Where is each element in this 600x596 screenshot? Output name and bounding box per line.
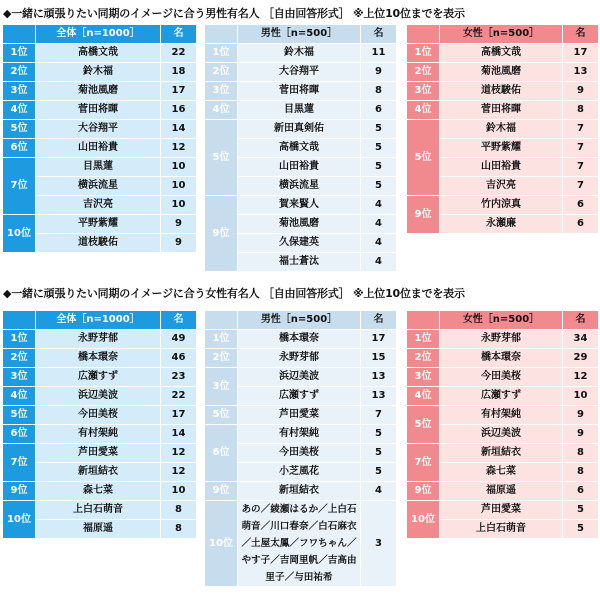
- male-women-header-count: 名: [563, 25, 599, 44]
- female-section-title: ◆一緒に頑張りたい同期のイメージに合う女性有名人 ［自由回答形式］ ※上位10位までを表示: [3, 287, 465, 300]
- name-cell: 横浜流星: [36, 177, 161, 196]
- count-cell: 5: [563, 520, 599, 539]
- name-cell: 福原遥: [440, 482, 563, 501]
- rank-cell: 4位: [205, 101, 238, 120]
- name-cell: 橋本環奈: [36, 349, 161, 368]
- table-row: [407, 349, 599, 368]
- count-cell: 10: [563, 387, 599, 406]
- name-cell: 福士蒼汰: [238, 253, 361, 272]
- count-cell: 12: [161, 139, 197, 158]
- count-cell: 5: [361, 444, 397, 463]
- count-cell: 13: [361, 387, 397, 406]
- table-row: [3, 330, 197, 349]
- table-row: [3, 444, 197, 463]
- name-cell: 目黒蓮: [238, 101, 361, 120]
- table-row: [205, 120, 397, 139]
- name-cell: 永野芽郁: [36, 330, 161, 349]
- table-row: [3, 44, 197, 63]
- name-cell: 広瀬すず: [238, 387, 361, 406]
- table-row: [3, 368, 197, 387]
- table-row: [3, 101, 197, 120]
- table-row: [3, 63, 197, 82]
- table-row: [205, 501, 397, 587]
- male-women-header-rank: [407, 25, 440, 44]
- rank-cell: 9位: [407, 196, 440, 234]
- table-row: [3, 120, 197, 139]
- table-row: [407, 330, 599, 349]
- rank-cell: 10位: [205, 501, 238, 587]
- male-men-table: [204, 24, 397, 272]
- name-cell: 小芝風花: [238, 463, 361, 482]
- name-cell: 有村架純: [238, 425, 361, 444]
- rank-cell: 5位: [3, 406, 36, 425]
- count-cell: 8: [161, 501, 197, 520]
- count-cell: 22: [161, 387, 197, 406]
- count-cell: 6: [563, 482, 599, 501]
- rank-cell: 4位: [407, 387, 440, 406]
- count-cell: 29: [563, 349, 599, 368]
- male-section-title: ◆一緒に頑張りたい同期のイメージに合う男性有名人 ［自由回答形式］ ※上位10位までを表示: [3, 7, 465, 20]
- count-cell: 5: [563, 501, 599, 520]
- table-row: [407, 120, 599, 139]
- count-cell: 17: [361, 330, 397, 349]
- name-cell: 芦田愛菜: [440, 501, 563, 520]
- count-cell: 4: [361, 196, 397, 215]
- rank-cell: 10位: [3, 501, 36, 539]
- name-cell: 道枝駿佑: [440, 82, 563, 101]
- table-row: [205, 349, 397, 368]
- table-row: [205, 44, 397, 63]
- count-cell: 9: [161, 234, 197, 253]
- rank-cell: 2位: [407, 63, 440, 82]
- rank-cell: 4位: [3, 101, 36, 120]
- count-cell: 8: [563, 101, 599, 120]
- name-cell: 芦田愛菜: [238, 406, 361, 425]
- rank-cell: 5位: [407, 120, 440, 196]
- table-row: [205, 63, 397, 82]
- rank-cell: 5位: [407, 406, 440, 444]
- table-row: [407, 444, 599, 463]
- count-cell: 8: [161, 520, 197, 539]
- name-cell: 新垣結衣: [440, 444, 563, 463]
- name-cell: 有村架純: [36, 425, 161, 444]
- name-cell: 新垣結衣: [238, 482, 361, 501]
- rank-cell: 1位: [205, 330, 238, 349]
- table-row: [407, 101, 599, 120]
- count-cell: 9: [563, 406, 599, 425]
- count-cell: 9: [563, 425, 599, 444]
- table-row: [205, 101, 397, 120]
- name-cell: 浜辺美波: [238, 368, 361, 387]
- table-row: [205, 425, 397, 444]
- female-men-header-title: 男性［n=500］: [238, 311, 361, 330]
- name-cell: 浜辺美波: [440, 425, 563, 444]
- table-row: [3, 215, 197, 234]
- rank-cell: 1位: [407, 44, 440, 63]
- name-cell: 菅田将暉: [440, 101, 563, 120]
- name-cell: 吉沢亮: [440, 177, 563, 196]
- table-row: [3, 406, 197, 425]
- name-cell: 高橋文哉: [36, 44, 161, 63]
- rank-cell: 10位: [407, 501, 440, 539]
- name-cell: 鈴木福: [36, 63, 161, 82]
- count-cell: 5: [361, 120, 397, 139]
- table-row: [3, 501, 197, 520]
- name-cell: 橋本環奈: [238, 330, 361, 349]
- name-cell: 高橋文哉: [238, 139, 361, 158]
- name-cell: 橋本環奈: [440, 349, 563, 368]
- rank-cell: 4位: [407, 101, 440, 120]
- male-all-header-rank: [3, 25, 36, 44]
- count-cell: 4: [361, 234, 397, 253]
- count-cell: 4: [361, 215, 397, 234]
- table-row: [205, 330, 397, 349]
- table-row: [407, 82, 599, 101]
- name-cell: 今田美桜: [36, 406, 161, 425]
- count-cell: 16: [161, 101, 197, 120]
- rank-cell: 3位: [407, 82, 440, 101]
- name-cell: 菊池風磨: [440, 63, 563, 82]
- rank-cell: 5位: [205, 406, 238, 425]
- name-cell: 平野紫耀: [440, 139, 563, 158]
- rank-cell: 1位: [407, 330, 440, 349]
- count-cell: 6: [361, 101, 397, 120]
- count-cell: 10: [161, 196, 197, 215]
- count-cell: 5: [361, 463, 397, 482]
- table-row: [3, 482, 197, 501]
- rank-cell: 7位: [407, 444, 440, 482]
- table-row: [205, 82, 397, 101]
- rank-cell: 3位: [407, 368, 440, 387]
- female-men-header-count: 名: [361, 311, 397, 330]
- table-row: [205, 368, 397, 387]
- count-cell: 13: [563, 63, 599, 82]
- count-cell: 5: [361, 425, 397, 444]
- rank-cell: 3位: [3, 368, 36, 387]
- name-cell: 平野紫耀: [36, 215, 161, 234]
- count-cell: 46: [161, 349, 197, 368]
- table-row: [407, 501, 599, 520]
- name-cell: 永野芽郁: [238, 349, 361, 368]
- name-cell: 久保建英: [238, 234, 361, 253]
- table-row: [407, 482, 599, 501]
- rank-cell: 6位: [205, 425, 238, 482]
- name-cell: 菊池風磨: [238, 215, 361, 234]
- table-row: [407, 63, 599, 82]
- name-cell: 目黒蓮: [36, 158, 161, 177]
- female-all-header-rank: [3, 311, 36, 330]
- rank-cell: 5位: [3, 120, 36, 139]
- name-cell: 鈴木福: [238, 44, 361, 63]
- name-cell: 広瀬すず: [36, 368, 161, 387]
- male-women-header-title: 女性［n=500］: [440, 25, 563, 44]
- count-cell: 14: [161, 425, 197, 444]
- rank-cell: 6位: [3, 425, 36, 444]
- female-women-header-title: 女性［n=500］: [440, 311, 563, 330]
- rank-cell: 9位: [205, 196, 238, 272]
- name-cell: 菅田将暉: [238, 82, 361, 101]
- name-cell: 道枝駿佑: [36, 234, 161, 253]
- female-all-header-count: 名: [161, 311, 197, 330]
- male-men-header-rank: [205, 25, 238, 44]
- male-all-table: [2, 24, 197, 253]
- name-cell: 今田美桜: [238, 444, 361, 463]
- name-cell: 大谷翔平: [36, 120, 161, 139]
- count-cell: 7: [563, 158, 599, 177]
- male-men-header-count: 名: [361, 25, 397, 44]
- count-cell: 15: [361, 349, 397, 368]
- count-cell: 10: [161, 482, 197, 501]
- rank-cell: 9位: [407, 482, 440, 501]
- name-cell: 賀来賢人: [238, 196, 361, 215]
- count-cell: 7: [563, 177, 599, 196]
- male-all-header-title: 全体［n=1000］: [36, 25, 161, 44]
- count-cell: 7: [563, 120, 599, 139]
- table-row: [3, 158, 197, 177]
- female-women-header-count: 名: [563, 311, 599, 330]
- rank-cell: 1位: [3, 330, 36, 349]
- rank-cell: 3位: [3, 82, 36, 101]
- table-row: [205, 196, 397, 215]
- rank-cell: 7位: [3, 158, 36, 215]
- rank-cell: 9位: [3, 482, 36, 501]
- rank-cell: 7位: [3, 444, 36, 482]
- name-cell: 広瀬すず: [440, 387, 563, 406]
- table-row: [3, 387, 197, 406]
- name-cell: 菅田将暉: [36, 101, 161, 120]
- count-cell: 9: [161, 215, 197, 234]
- count-cell: 8: [361, 82, 397, 101]
- table-row: [407, 406, 599, 425]
- name-cell: 吉沢亮: [36, 196, 161, 215]
- name-cell: 新垣結衣: [36, 463, 161, 482]
- name-cell: 大谷翔平: [238, 63, 361, 82]
- name-cell: 浜辺美波: [36, 387, 161, 406]
- table-row: [205, 406, 397, 425]
- count-cell: 4: [361, 253, 397, 272]
- count-cell: 6: [563, 196, 599, 215]
- rank-cell: 1位: [3, 44, 36, 63]
- rank-cell: 2位: [205, 349, 238, 368]
- table-row: [407, 196, 599, 215]
- name-cell: 永野芽郁: [440, 330, 563, 349]
- table-row: [3, 425, 197, 444]
- count-cell: 12: [161, 444, 197, 463]
- count-cell: 5: [361, 177, 397, 196]
- count-cell: 5: [361, 139, 397, 158]
- rank-cell: 2位: [407, 349, 440, 368]
- rank-cell: 1位: [205, 44, 238, 63]
- rank-cell: 4位: [3, 387, 36, 406]
- table-row: [407, 368, 599, 387]
- male-women-table: [406, 24, 599, 234]
- count-cell: 22: [161, 44, 197, 63]
- name-cell: あの／綾瀬はるか／上白石萌音／川口春奈／白石麻衣／土屋太鳳／フワちゃん／やす子／吉岡里帆／吉高由里子／与田祐希: [238, 501, 361, 587]
- name-cell: 新田真剣佑: [238, 120, 361, 139]
- name-cell: 永瀬廉: [440, 215, 563, 234]
- table-row: [3, 82, 197, 101]
- female-women-header-rank: [407, 311, 440, 330]
- name-cell: 森七菜: [440, 463, 563, 482]
- name-cell: 今田美桜: [440, 368, 563, 387]
- table-row: [3, 139, 197, 158]
- count-cell: 9: [361, 63, 397, 82]
- male-all-header-count: 名: [161, 25, 197, 44]
- count-cell: 34: [563, 330, 599, 349]
- female-men-header-rank: [205, 311, 238, 330]
- female-all-table: [2, 310, 197, 539]
- count-cell: 11: [361, 44, 397, 63]
- name-cell: 竹内涼真: [440, 196, 563, 215]
- rank-cell: 10位: [3, 215, 36, 253]
- rank-cell: 3位: [205, 82, 238, 101]
- count-cell: 8: [563, 463, 599, 482]
- count-cell: 14: [161, 120, 197, 139]
- name-cell: 福原遥: [36, 520, 161, 539]
- count-cell: 5: [361, 158, 397, 177]
- name-cell: 山田裕貴: [36, 139, 161, 158]
- rank-cell: 6位: [3, 139, 36, 158]
- count-cell: 3: [361, 501, 397, 587]
- name-cell: 鈴木福: [440, 120, 563, 139]
- rank-cell: 2位: [3, 349, 36, 368]
- count-cell: 17: [161, 406, 197, 425]
- count-cell: 4: [361, 482, 397, 501]
- count-cell: 49: [161, 330, 197, 349]
- rank-cell: 2位: [205, 63, 238, 82]
- count-cell: 18: [161, 63, 197, 82]
- name-cell: 山田裕貴: [440, 158, 563, 177]
- name-cell: 菊池風磨: [36, 82, 161, 101]
- name-cell: 芦田愛菜: [36, 444, 161, 463]
- count-cell: 7: [563, 139, 599, 158]
- count-cell: 13: [361, 368, 397, 387]
- count-cell: 10: [161, 177, 197, 196]
- male-men-header-title: 男性［n=500］: [238, 25, 361, 44]
- name-cell: 有村架純: [440, 406, 563, 425]
- table-row: [3, 349, 197, 368]
- female-women-table: [406, 310, 599, 539]
- table-row: [205, 482, 397, 501]
- name-cell: 山田裕貴: [238, 158, 361, 177]
- female-all-header-title: 全体［n=1000］: [36, 311, 161, 330]
- female-men-table: [204, 310, 397, 587]
- count-cell: 10: [161, 158, 197, 177]
- count-cell: 6: [563, 215, 599, 234]
- count-cell: 17: [161, 82, 197, 101]
- count-cell: 9: [563, 82, 599, 101]
- name-cell: 上白石萌音: [36, 501, 161, 520]
- table-row: [407, 387, 599, 406]
- rank-cell: 3位: [205, 368, 238, 406]
- rank-cell: 2位: [3, 63, 36, 82]
- count-cell: 17: [563, 44, 599, 63]
- count-cell: 8: [563, 444, 599, 463]
- rank-cell: 5位: [205, 120, 238, 196]
- name-cell: 森七菜: [36, 482, 161, 501]
- count-cell: 7: [361, 406, 397, 425]
- rank-cell: 9位: [205, 482, 238, 501]
- count-cell: 12: [161, 463, 197, 482]
- table-row: [407, 44, 599, 63]
- name-cell: 高橋文哉: [440, 44, 563, 63]
- name-cell: 上白石萌音: [440, 520, 563, 539]
- count-cell: 23: [161, 368, 197, 387]
- count-cell: 12: [563, 368, 599, 387]
- name-cell: 横浜流星: [238, 177, 361, 196]
